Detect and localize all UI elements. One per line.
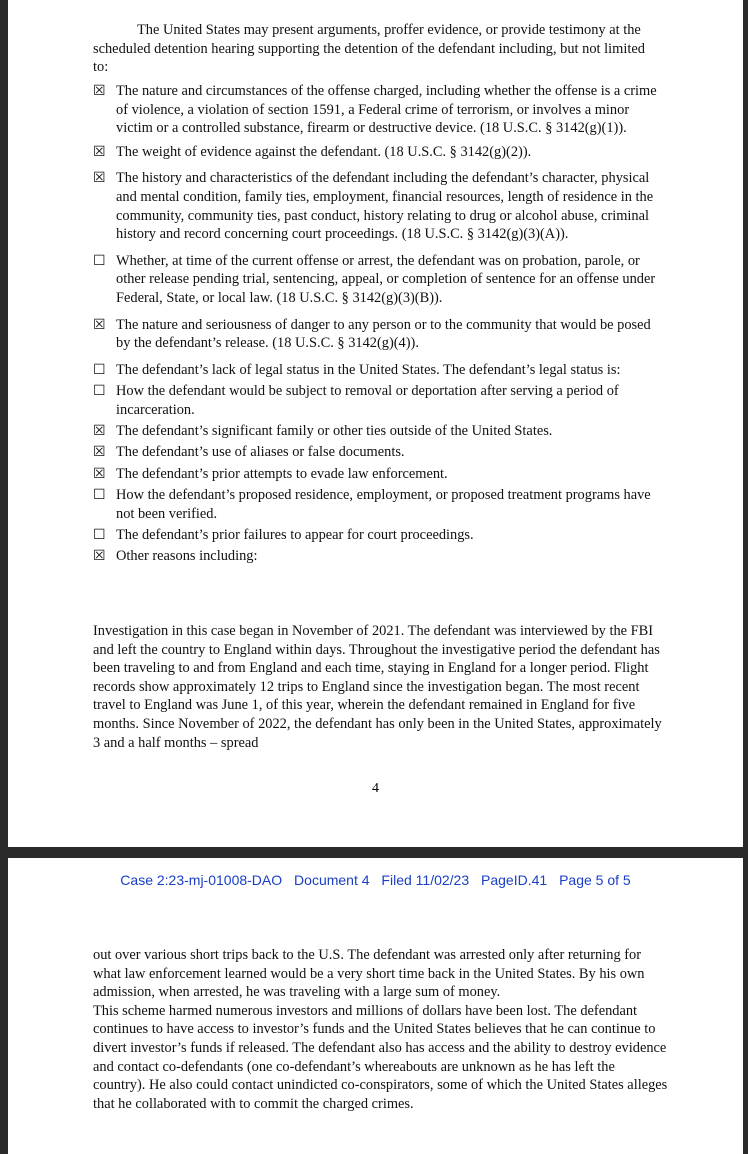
checked-box-icon[interactable]: ☒ (93, 548, 106, 565)
checked-box-icon[interactable]: ☒ (93, 422, 106, 439)
checklist-item (93, 143, 665, 162)
checklist-item (93, 316, 665, 353)
page-count: Page 5 of 5 (559, 872, 631, 888)
checklist-item (93, 526, 665, 545)
checklist-item (93, 443, 665, 462)
checklist-item-text: The defendant’s prior failures to appear for court proceedings. (116, 527, 474, 544)
checklist-item-text: Other reasons including: (116, 548, 258, 565)
checklist-item (93, 465, 665, 484)
unchecked-box-icon[interactable]: ☐ (93, 361, 106, 378)
checked-box-icon[interactable]: ☒ (93, 316, 106, 333)
checklist-item (93, 422, 665, 441)
document-number: Document 4 (294, 872, 370, 888)
case-header (8, 872, 743, 888)
unchecked-box-icon[interactable]: ☐ (93, 383, 106, 400)
continued-paragraph: out over various short trips back to the U.S. The defendant was arrested only after returning for what law enforcement learned would be a very short time back in the United States. By his own admission, when arrested, he was traveling with a large sum of money. (93, 947, 645, 1001)
document-page-5 (8, 858, 743, 1154)
factor-checklist (93, 82, 665, 566)
checklist-item-text: How the defendant’s proposed residence, employment, or proposed treatment programs have not been verified. (116, 487, 651, 522)
continuation-text (93, 946, 668, 1113)
checked-box-icon[interactable]: ☒ (93, 465, 106, 482)
scheme-paragraph: This scheme harmed numerous investors and millions of dollars have been lost. The defendant continues to have access to investor’s funds and the United States believes that he can continue to divert investor’s funds if released. The defendant also has access and the ability to destroy evidence and contact co-defendants (one co-defendant’s whereabouts are unknown as he has left the country). He also could contact unindicted co-conspirators, some of which the United States alleges that he collaborated with to commit the charged crimes. (93, 1002, 668, 1112)
checklist-item (93, 382, 665, 419)
case-number: Case 2:23-mj-01008-DAO (120, 872, 283, 888)
checklist-item (93, 169, 665, 243)
checklist-item (93, 547, 665, 566)
document-page-4 (8, 0, 743, 847)
checklist-item (93, 82, 665, 138)
checklist-item (93, 361, 665, 380)
page-number: 4 (372, 781, 379, 796)
checklist-item-text: The weight of evidence against the defendant. (18 U.S.C. § 3142(g)(2)). (116, 143, 532, 160)
checked-box-icon[interactable]: ☒ (93, 444, 106, 461)
filed-date: Filed 11/02/23 (381, 872, 470, 888)
checklist-item-text: The history and characteristics of the defendant including the defendant’s character, physical and mental condition, family ties, employment, financial resources, length of residence in the community, community ties, past conduct, history relating to drug or alcohol abuse, criminal history and record concerning court proceedings. (18 U.S.C. § 3142(g)(3)(A)). (116, 170, 654, 243)
unchecked-box-icon[interactable]: ☐ (93, 252, 106, 269)
other-reasons-paragraph: Investigation in this case began in November of 2021. The defendant was interviewed by the FBI and left the country to England within days. Throughout the investigative period the defendant has been traveling to and from England and each time, staying in England for a longer period. Flight records show approximately 12 trips to England since the investigation began. The most recent travel to England was June 1, of this year, wherein the defendant remained in England for five months. Since November of 2022, the defendant has only been in the United States, approximately 3 and a half months – spread (93, 623, 662, 751)
unchecked-box-icon[interactable]: ☐ (93, 527, 106, 544)
checked-box-icon[interactable]: ☒ (93, 83, 106, 99)
checklist-item (93, 486, 665, 523)
checklist-item-text: The defendant’s prior attempts to evade law enforcement. (116, 465, 448, 482)
unchecked-box-icon[interactable]: ☐ (93, 487, 106, 504)
checklist-item-text: How the defendant would be subject to removal or deportation after serving a period of incarceration. (116, 383, 619, 418)
checklist-item-text: The nature and circumstances of the offense charged, including whether the offense is a crime of violence, a violation of section 1591, a Federal crime of terrorism, or involves a minor victim or a controlled substance, firearm or destructive device. (18 U.S.C. § 3142(g)(1)). (116, 83, 657, 137)
checklist-item-text: Whether, at time of the current offense or arrest, the defendant was on probation, parole, or other release pending trial, sentencing, appeal, or completion of sentence for an offense under Federal, State, or local law. (18 U.S.C. § 3142(g)(3)(B)). (116, 252, 656, 306)
checklist-item-text: The nature and seriousness of danger to any person or to the community that would be posed by the defendant’s release. (18 U.S.C. § 3142(g)(4)). (116, 316, 651, 352)
checked-box-icon[interactable]: ☒ (93, 170, 106, 187)
checklist-item-text: The defendant’s use of aliases or false documents. (116, 444, 405, 461)
checklist-item-text: The defendant’s lack of legal status in the United States. The defendant’s legal status is: (116, 361, 621, 378)
checklist-item-text: The defendant’s significant family or other ties outside of the United States. (116, 422, 553, 439)
checked-box-icon[interactable]: ☒ (93, 143, 106, 160)
intro-paragraph: The United States may present arguments, proffer evidence, or provide testimony at the scheduled detention hearing supporting the detention of the defendant including, but not limited to: (93, 22, 645, 76)
page-id: PageID.41 (481, 872, 548, 888)
checklist-item (93, 252, 665, 308)
